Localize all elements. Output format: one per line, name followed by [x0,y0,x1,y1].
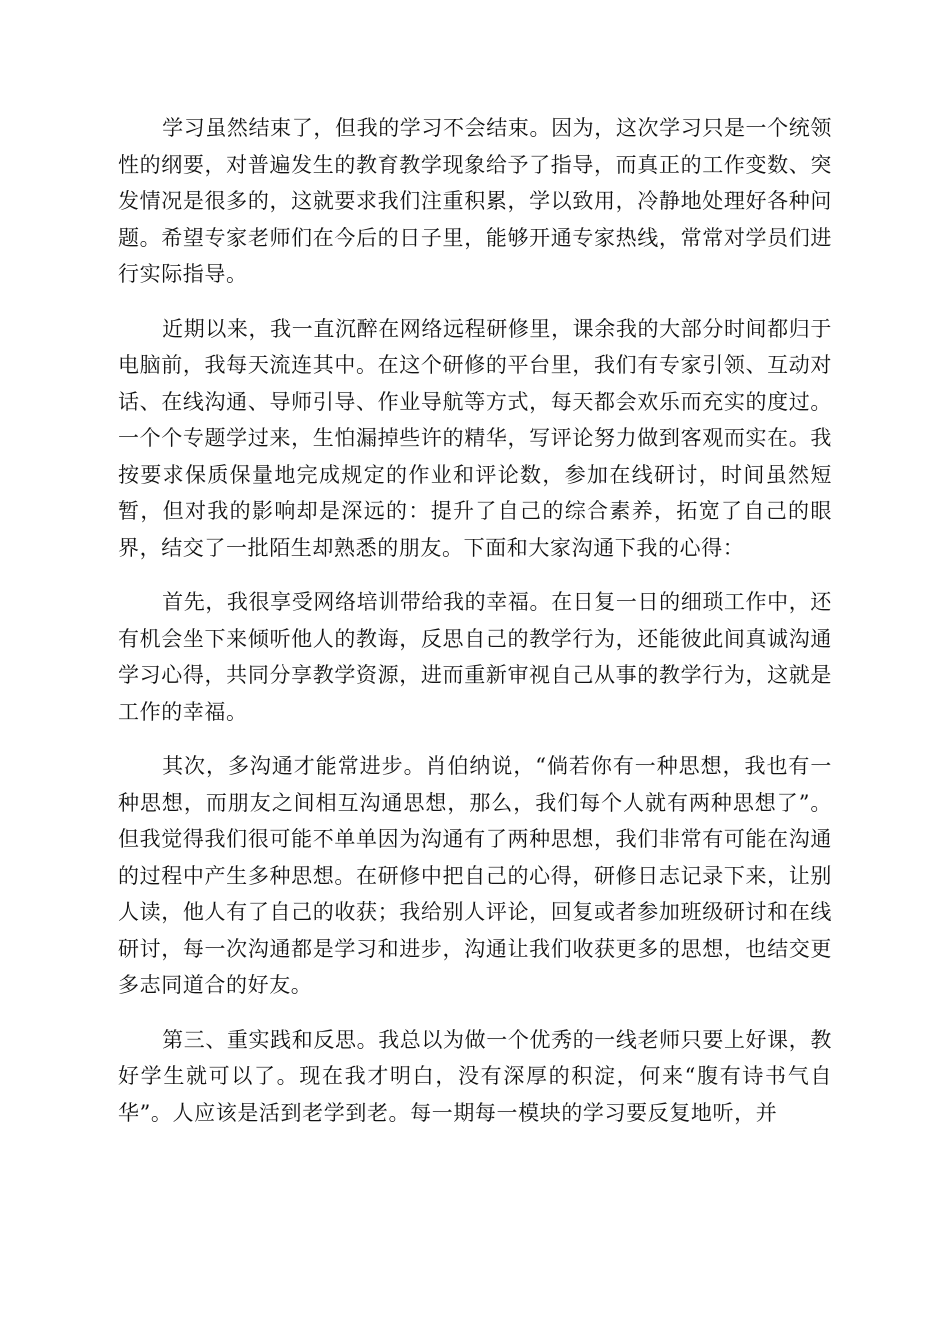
paragraph-5: 第三、重实践和反思。我总以为做一个优秀的一线老师只要上好课，教好学生就可以了。现在我才明白，没有深厚的积淀，何来“腹有诗书气自华”。人应该是活到老学到老。每一期每一模块的学习要反复地听，并 [118,1027,832,1125]
paragraph-2: 近期以来，我一直沉醉在网络远程研修里，课余我的大部分时间都归于电脑前，我每天流连其中。在这个研修的平台里，我们有专家引领、互动对话、在线沟通、导师引导、作业导航等方式，每天都会欢乐而充实的度过。一个个专题学过来，生怕漏掉些许的精华，写评论努力做到客观而实在。我按要求保质保量地完成规定的作业和评论数，参加在线研讨，时间虽然短暂，但对我的影响却是深远的：提升了自己的综合素养，拓宽了自己的眼界，结交了一批陌生却熟悉的朋友。下面和大家沟通下我的心得： [118,316,832,560]
paragraph-1: 学习虽然结束了，但我的学习不会结束。因为，这次学习只是一个统领性的纲要，对普遍发生的教育教学现象给予了指导，而真正的工作变数、突发情况是很多的，这就要求我们注重积累，学以致用，冷静地处理好各种问题。希望专家老师们在今后的日子里，能够开通专家热线，常常对学员们进行实际指导。 [118,116,832,286]
document-body [118,110,832,1149]
paragraph-3: 首先，我很享受网络培训带给我的幸福。在日复一日的细琐工作中，还有机会坐下来倾听他人的教诲，反思自己的教学行为，还能彼此间真诚沟通学习心得，共同分享教学资源，进而重新审视自己从事的教学行为，这就是工作的幸福。 [118,590,832,724]
paragraph-4: 其次，多沟通才能常进步。肖伯纳说，“倘若你有一种思想，我也有一种思想，而朋友之间相互沟通思想，那么，我们每个人就有两种思想了”。但我觉得我们很可能不单单因为沟通有了两种思想，我们非常有可能在沟通的过程中产生多种思想。在研修中把自己的心得，研修日志记录下来，让别人读，他人有了自己的收获；我给别人评论，回复或者参加班级研讨和在线研讨，每一次沟通都是学习和进步，沟通让我们收获更多的思想，也结交更多志同道合的好友。 [118,754,832,997]
